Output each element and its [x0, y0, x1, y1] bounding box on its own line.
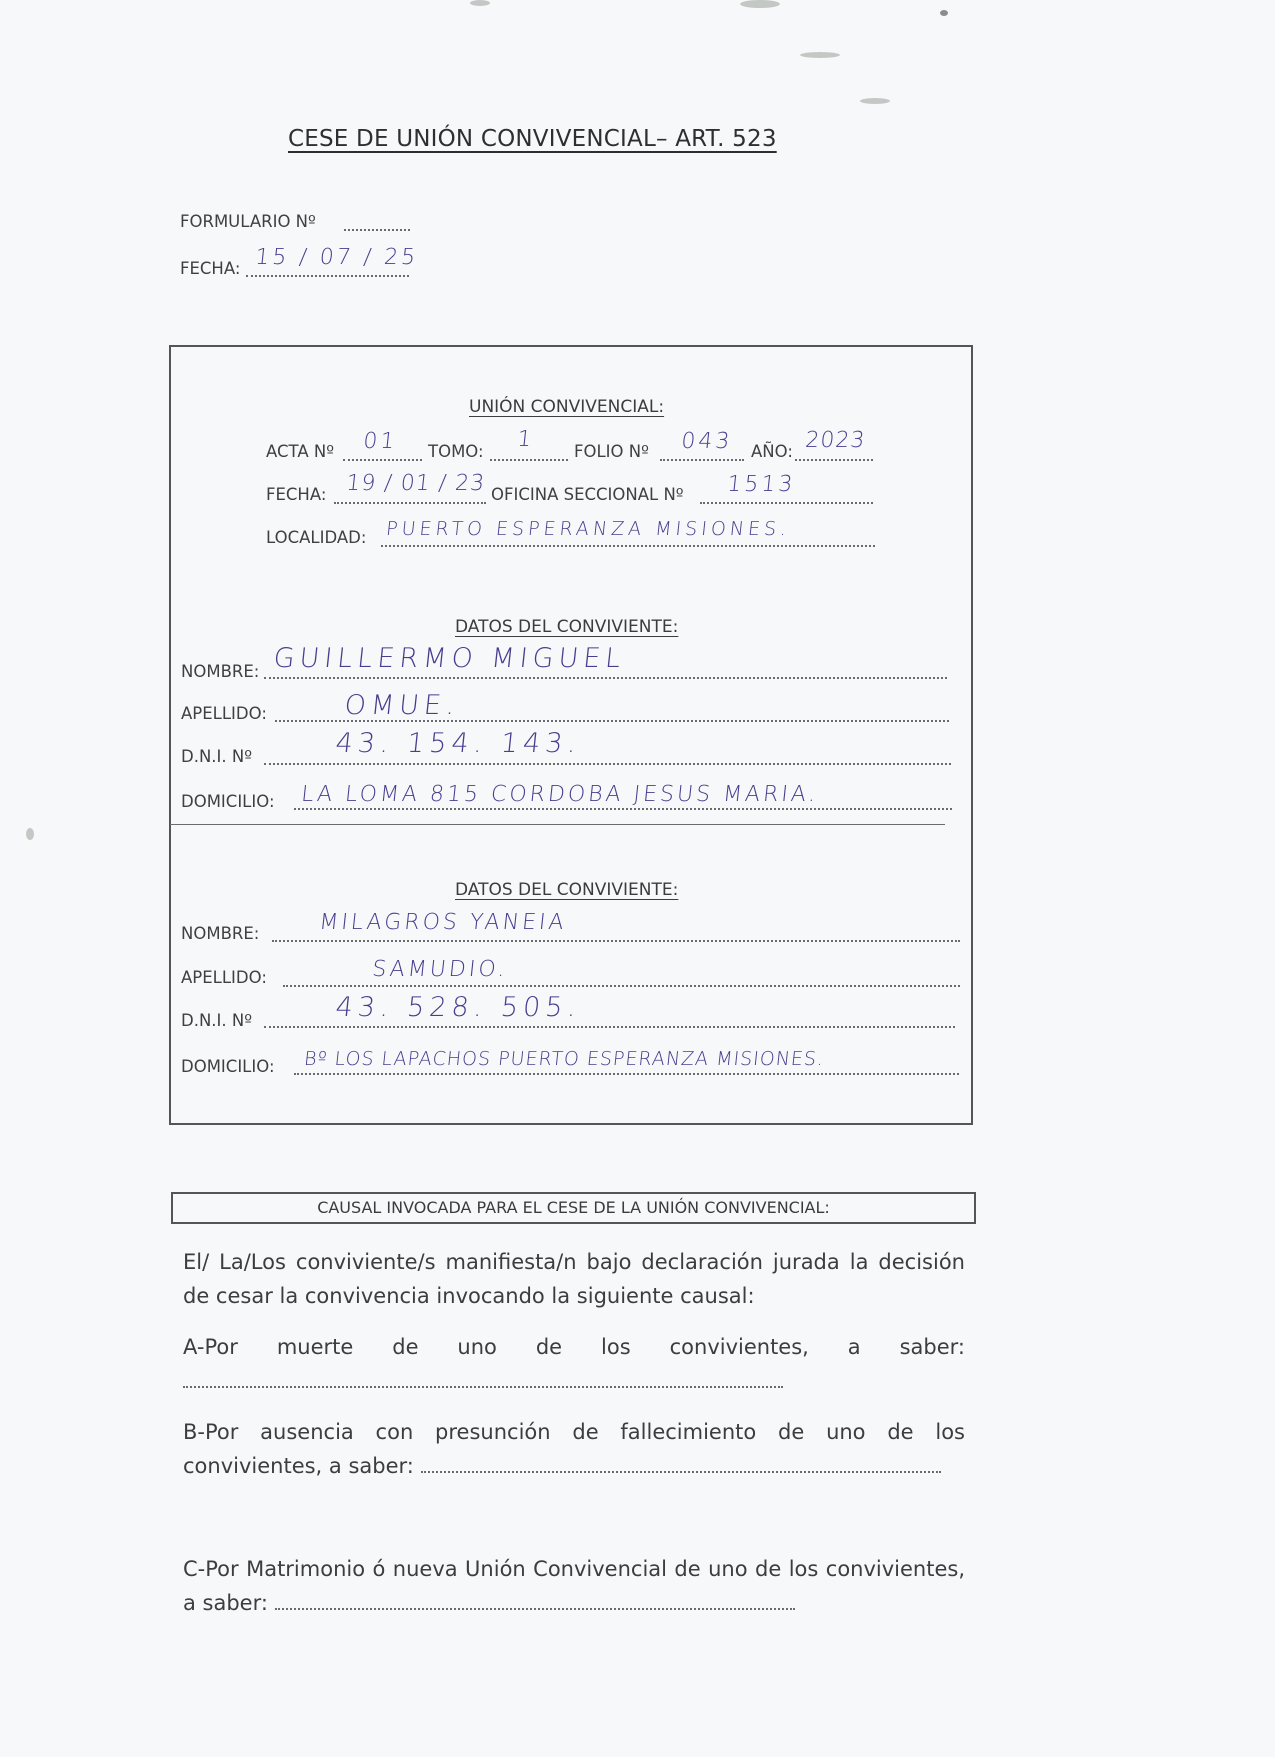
- scan-speck: [800, 52, 840, 58]
- c2-domicilio-field: [294, 1073, 959, 1075]
- c1-apellido-label: APELLIDO:: [181, 704, 267, 723]
- anio-label: AÑO:: [751, 442, 793, 461]
- folio-label: FOLIO Nº: [574, 442, 649, 461]
- union-fecha-value: 19 / 01 / 23: [345, 471, 487, 496]
- c1-nombre-label: NOMBRE:: [181, 662, 260, 681]
- causal-intro: El/ La/Los conviviente/s manifiesta/n bajo declaración jurada la decisión de cesar la convivencia invocando la siguiente causal:: [183, 1250, 965, 1308]
- scan-speck: [740, 0, 780, 8]
- c2-dni-label: D.N.I. Nº: [181, 1011, 253, 1030]
- oficina-label: OFICINA SECCIONAL Nº: [491, 485, 684, 504]
- c2-apellido-field: [283, 985, 960, 987]
- c1-dni-value: 43. 154. 143.: [334, 728, 583, 759]
- c2-apellido-value: SAMUDIO.: [371, 957, 509, 982]
- option-c-field: [275, 1608, 795, 1610]
- c1-dni-field: [264, 763, 951, 765]
- folio-value: 043: [680, 429, 734, 454]
- fecha-label: FECHA:: [180, 259, 241, 278]
- scan-speck: [860, 98, 890, 104]
- anio-field: [795, 459, 873, 461]
- c1-domicilio-value: LA LOMA 815 CORDOBA JESUS MARIA.: [300, 782, 820, 807]
- causal-heading: CAUSAL INVOCADA PARA EL CESE DE LA UNIÓN CONVIVENCIAL:: [171, 1192, 976, 1224]
- option-c-text: C-Por Matrimonio ó nueva Unión Convivencial de uno de los convivientes, a saber:: [183, 1557, 965, 1615]
- c2-dni-value: 43. 528. 505.: [334, 992, 583, 1023]
- acta-label: ACTA Nº: [266, 442, 334, 461]
- scan-speck: [470, 0, 490, 6]
- localidad-value: PUERTO ESPERANZA MISIONES.: [385, 518, 792, 540]
- c2-apellido-label: APELLIDO:: [181, 968, 267, 987]
- c1-apellido-value: OMUE.: [343, 690, 462, 721]
- c2-nombre-label: NOMBRE:: [181, 924, 260, 943]
- c1-domicilio-field: [294, 808, 952, 810]
- anio-value: 2023: [804, 428, 867, 453]
- formulario-field: [344, 229, 410, 231]
- tomo-label: TOMO:: [428, 442, 484, 461]
- document-title: CESE DE UNIÓN CONVIVENCIAL– ART. 523: [288, 126, 777, 152]
- acta-field: [343, 459, 422, 461]
- formulario-label: FORMULARIO Nº: [180, 212, 316, 231]
- option-b-field: [421, 1471, 941, 1473]
- oficina-field: [700, 502, 873, 504]
- oficina-value: 1513: [726, 472, 797, 497]
- localidad-field: [381, 545, 875, 547]
- option-c: [183, 1552, 965, 1620]
- option-b: [183, 1415, 965, 1483]
- c1-dni-label: D.N.I. Nº: [181, 747, 253, 766]
- folio-field: [660, 459, 744, 461]
- localidad-label: LOCALIDAD:: [266, 528, 367, 547]
- union-fecha-field: [334, 502, 486, 504]
- acta-value: 01: [362, 429, 399, 454]
- union-fecha-label: FECHA:: [266, 485, 327, 504]
- fecha-field: [246, 275, 409, 277]
- conviviente2-heading: DATOS DEL CONVIVIENTE:: [455, 880, 679, 900]
- fecha-value: 15 / 07 / 25: [254, 245, 420, 270]
- c2-nombre-field: [272, 940, 960, 942]
- c2-dni-field: [264, 1026, 955, 1028]
- c1-nombre-field: [264, 677, 947, 679]
- scan-speck: [26, 828, 34, 840]
- c1-nombre-value: GUILLERMO MIGUEL: [272, 643, 627, 674]
- option-a-field: [183, 1386, 783, 1388]
- c2-domicilio-label: DOMICILIO:: [181, 1057, 275, 1076]
- tomo-value: 1: [516, 427, 536, 452]
- tomo-field: [490, 459, 568, 461]
- conviviente1-heading: DATOS DEL CONVIVIENTE:: [455, 617, 679, 637]
- option-a: [183, 1330, 965, 1398]
- option-a-text: A-Por muerte de uno de los convivientes, a saber:: [183, 1335, 965, 1359]
- c2-domicilio-value: Bº LOS LAPACHOS PUERTO ESPERANZA MISIONES.: [303, 1048, 826, 1070]
- section-divider: [170, 824, 945, 825]
- option-b-text: B-Por ausencia con presunción de fallecimiento de uno de los convivientes, a saber:: [183, 1420, 965, 1478]
- c1-domicilio-label: DOMICILIO:: [181, 792, 275, 811]
- scan-speck: [940, 10, 948, 16]
- union-heading: UNIÓN CONVIVENCIAL:: [469, 397, 665, 417]
- c2-nombre-value: MILAGROS YANEIA: [318, 910, 568, 935]
